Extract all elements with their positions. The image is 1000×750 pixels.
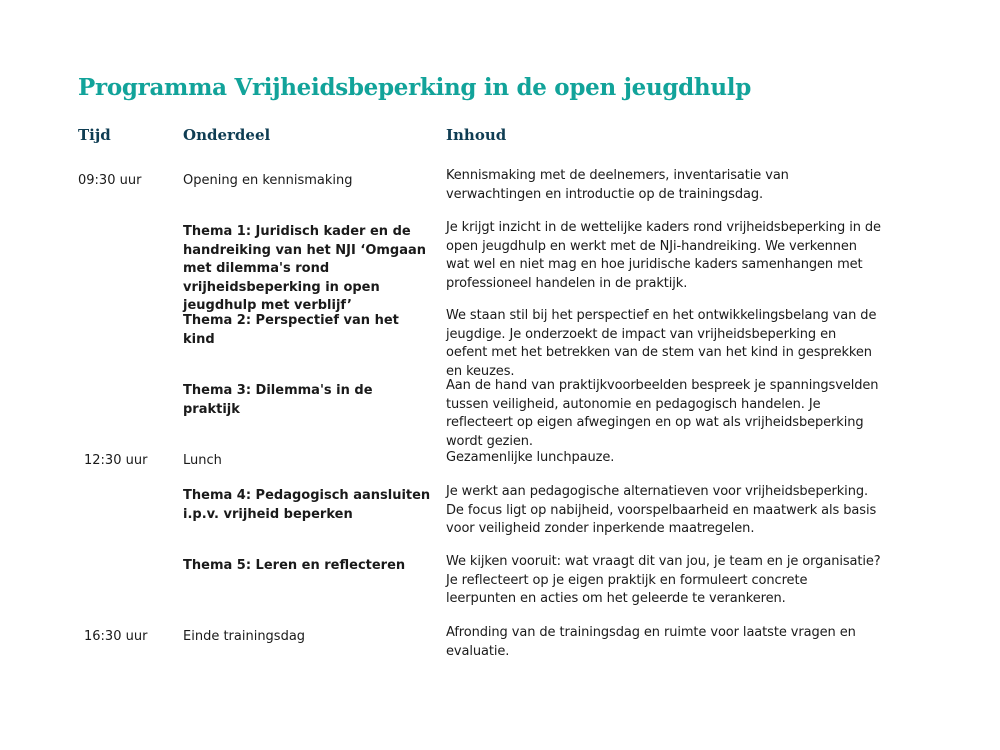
row-4-tijd: 12:30 uur (84, 453, 148, 468)
row-3-inhoud: Aan de hand van praktijkvoorbeelden bespreek je spanningsvelden tussen veiligheid, autonomie en pedagogisch handelen. Je reflecteert op eigen afwegingen en op wat als vrijheidsbeperking wordt gezien. (446, 378, 879, 449)
row-2-inhoud: We staan stil bij het perspectief en het ontwikkelingsbelang van de jeugdige. Je onderzoekt de impact van vrijheidsbeperking en oefent met het betrekken van de stem van het kind in gesprekken en keuzes. (446, 308, 877, 379)
row-4-onderdeel: Lunch (183, 453, 222, 468)
row-6-onderdeel: Thema 5: Leren en reflecteren (183, 558, 406, 573)
row-0-tijd: 09:30 uur (78, 173, 142, 188)
row-1-onderdeel: Thema 1: Juridisch kader en de handreiking van het NJI ‘Omgaan met dilemma's rond vrijheidsbeperking in open jeugdhulp met verblijf’ (183, 224, 427, 313)
row-2-onderdeel: Thema 2: Perspectief van het kind (183, 313, 399, 347)
row-3-onderdeel: Thema 3: Dilemma's in de praktijk (183, 383, 373, 417)
row-7-onderdeel: Einde trainingsdag (183, 629, 306, 644)
row-4-inhoud: Gezamenlijke lunchpauze. (446, 450, 615, 465)
column-header-inhoud: Inhoud (446, 126, 507, 144)
row-6-inhoud: We kijken vooruit: wat vraagt dit van jou, je team en je organisatie? Je reflecteert op je eigen praktijk en formuleert concrete leerpunten en acties om het geleerde te verankeren. (446, 554, 881, 606)
column-header-tijd: Tijd (78, 126, 111, 144)
row-0-inhoud: Kennismaking met de deelnemers, inventarisatie van verwachtingen en introductie op de trainingsdag. (446, 168, 789, 202)
row-7-inhoud: Afronding van de trainingsdag en ruimte voor laatste vragen en evaluatie. (446, 625, 856, 659)
row-5-inhoud: Je werkt aan pedagogische alternatieven voor vrijheidsbeperking. De focus ligt op nabijheid, voorspelbaarheid en maatwerk als basis voor veiligheid zonder inperkende maatregelen. (446, 484, 877, 536)
row-1-inhoud: Je krijgt inzicht in de wettelijke kaders rond vrijheidsbeperking in de open jeugdhulp en werkt met de NJi-handreiking. We verkennen wat wel en niet mag en hoe juridische kaders samenhangen met professioneel handelen in de praktijk. (446, 220, 881, 291)
row-7-tijd: 16:30 uur (84, 629, 148, 644)
column-header-onderdeel: Onderdeel (183, 126, 271, 144)
row-5-onderdeel: Thema 4: Pedagogisch aansluiten i.p.v. vrijheid beperken (183, 488, 431, 522)
row-0-onderdeel: Opening en kennismaking (183, 173, 353, 188)
page-title: Programma Vrijheidsbeperking in de open jeugdhulp (78, 74, 751, 101)
